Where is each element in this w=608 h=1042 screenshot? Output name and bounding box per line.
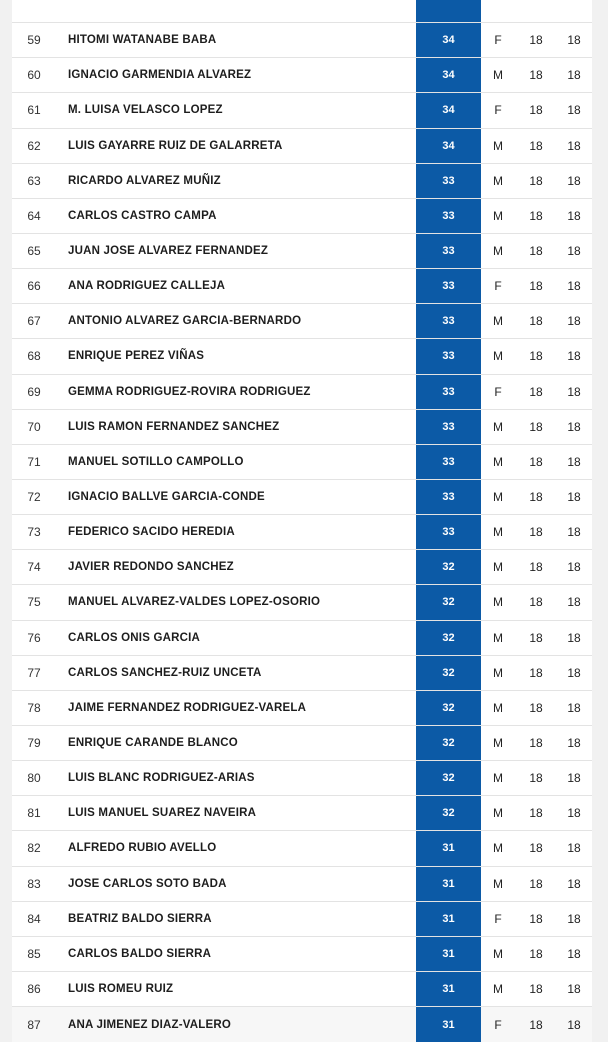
gender-cell: M: [493, 595, 503, 610]
table-row[interactable]: [12, 937, 592, 972]
gender-cell: M: [493, 700, 503, 715]
handicap-cell: 18: [529, 876, 543, 891]
score-cell: 32: [416, 621, 481, 655]
rounds-cell: 18: [567, 595, 581, 610]
rounds-cell: 18: [567, 771, 581, 786]
handicap-cell: 18: [529, 490, 543, 505]
gender-cell: M: [493, 630, 503, 645]
score-cell: 32: [416, 550, 481, 584]
rounds-cell: 18: [567, 314, 581, 329]
table-row[interactable]: [12, 550, 592, 585]
gender-cell: F: [494, 1017, 502, 1032]
handicap-cell: 18: [529, 771, 543, 786]
table-row[interactable]: [12, 375, 592, 410]
handicap-cell: 18: [529, 1017, 543, 1032]
gender-cell: F: [494, 103, 502, 118]
position-cell: 64: [27, 208, 41, 223]
handicap-cell: 18: [529, 33, 543, 48]
table-row[interactable]: [12, 691, 592, 726]
score-cell: 31: [416, 1007, 481, 1042]
handicap-cell: 18: [529, 841, 543, 856]
rounds-cell: 18: [567, 490, 581, 505]
rounds-cell: 18: [567, 560, 581, 575]
table-row[interactable]: [12, 410, 592, 445]
gender-cell: M: [493, 771, 503, 786]
player-name-cell: IGNACIO GARMENDIA ALVAREZ: [68, 69, 252, 82]
table-row[interactable]: [12, 585, 592, 620]
rounds-cell: 18: [567, 279, 581, 294]
handicap-cell: 18: [529, 595, 543, 610]
player-name-cell: GEMMA RODRIGUEZ-ROVIRA RODRIGUEZ: [68, 385, 311, 398]
rounds-cell: 18: [567, 630, 581, 645]
position-cell: 61: [27, 103, 41, 118]
gender-cell: M: [493, 454, 503, 469]
rounds-cell: 18: [567, 946, 581, 961]
handicap-cell: 18: [529, 244, 543, 259]
position-cell: 65: [27, 244, 41, 259]
player-name-cell: LUIS BLANC RODRIGUEZ-ARIAS: [68, 772, 255, 785]
score-cell: 32: [416, 585, 481, 619]
rounds-cell: 18: [567, 68, 581, 83]
handicap-cell: 18: [529, 911, 543, 926]
score-cell: [416, 0, 481, 22]
table-row[interactable]: [12, 902, 592, 937]
handicap-cell: 18: [529, 419, 543, 434]
score-cell: 32: [416, 691, 481, 725]
gender-cell: M: [493, 244, 503, 259]
gender-cell: M: [493, 314, 503, 329]
position-cell: 62: [27, 138, 41, 153]
position-cell: 71: [27, 454, 41, 469]
score-cell: 33: [416, 304, 481, 338]
player-name-cell: MANUEL ALVAREZ-VALDES LOPEZ-OSORIO: [68, 596, 321, 609]
player-name-cell: ALFREDO RUBIO AVELLO: [68, 842, 217, 855]
score-cell: 33: [416, 199, 481, 233]
handicap-cell: 18: [529, 173, 543, 188]
player-name-cell: JAVIER REDONDO SANCHEZ: [68, 561, 234, 574]
player-name-cell: BEATRIZ BALDO SIERRA: [68, 912, 212, 925]
rounds-cell: 18: [567, 208, 581, 223]
player-name-cell: LUIS RAMON FERNANDEZ SANCHEZ: [68, 420, 280, 433]
score-cell: 32: [416, 761, 481, 795]
score-cell: 33: [416, 164, 481, 198]
position-cell: 85: [27, 946, 41, 961]
position-cell: 78: [27, 700, 41, 715]
gender-cell: M: [493, 68, 503, 83]
handicap-cell: 18: [529, 138, 543, 153]
position-cell: 80: [27, 771, 41, 786]
player-name-cell: ENRIQUE CARANDE BLANCO: [68, 737, 238, 750]
gender-cell: M: [493, 876, 503, 891]
player-name-cell: FEDERICO SACIDO HEREDIA: [68, 526, 235, 539]
position-cell: 69: [27, 384, 41, 399]
table-row[interactable]: [12, 269, 592, 304]
rounds-cell: 18: [567, 349, 581, 364]
handicap-cell: 18: [529, 630, 543, 645]
score-cell: 32: [416, 796, 481, 830]
score-cell: 33: [416, 445, 481, 479]
score-cell: 33: [416, 515, 481, 549]
score-cell: 31: [416, 937, 481, 971]
table-row[interactable]: [12, 58, 592, 93]
rounds-cell: 18: [567, 911, 581, 926]
handicap-cell: 18: [529, 103, 543, 118]
position-cell: 59: [27, 33, 41, 48]
player-name-cell: CARLOS ONIS GARCIA: [68, 631, 201, 644]
player-name-cell: ANA JIMENEZ DIAZ-VALERO: [68, 1018, 232, 1031]
position-cell: 60: [27, 68, 41, 83]
table-row[interactable]: [12, 199, 592, 234]
player-name-cell: M. LUISA VELASCO LOPEZ: [68, 104, 223, 117]
handicap-cell: 18: [529, 665, 543, 680]
handicap-cell: 18: [529, 68, 543, 83]
rounds-cell: 18: [567, 700, 581, 715]
handicap-cell: 18: [529, 736, 543, 751]
player-name-cell: ENRIQUE PEREZ VIÑAS: [68, 350, 205, 363]
table-row[interactable]: [12, 796, 592, 831]
handicap-cell: 18: [529, 525, 543, 540]
player-name-cell: JOSE CARLOS SOTO BADA: [68, 877, 227, 890]
gender-cell: M: [493, 806, 503, 821]
rounds-cell: 18: [567, 454, 581, 469]
player-name-cell: LUIS MANUEL SUAREZ NAVEIRA: [68, 807, 257, 820]
handicap-cell: 18: [529, 208, 543, 223]
position-cell: 75: [27, 595, 41, 610]
position-cell: 63: [27, 173, 41, 188]
rounds-cell: 18: [567, 173, 581, 188]
gender-cell: F: [494, 384, 502, 399]
score-cell: 34: [416, 129, 481, 163]
rounds-cell: 18: [567, 138, 581, 153]
score-cell: 34: [416, 23, 481, 57]
player-name-cell: LUIS GAYARRE RUIZ DE GALARRETA: [68, 139, 283, 152]
player-name-cell: CARLOS BALDO SIERRA: [68, 947, 212, 960]
handicap-cell: 18: [529, 946, 543, 961]
score-cell: 31: [416, 972, 481, 1006]
table-row[interactable]: [12, 304, 592, 339]
gender-cell: M: [493, 560, 503, 575]
position-cell: 70: [27, 419, 41, 434]
gender-cell: M: [493, 525, 503, 540]
rounds-cell: 18: [567, 419, 581, 434]
gender-cell: M: [493, 208, 503, 223]
table-row[interactable]: [12, 445, 592, 480]
table-row[interactable]: [12, 1007, 592, 1042]
handicap-cell: 18: [529, 560, 543, 575]
score-cell: 33: [416, 269, 481, 303]
table-row[interactable]: [12, 234, 592, 269]
handicap-cell: 18: [529, 806, 543, 821]
table-row[interactable]: [12, 761, 592, 796]
rounds-cell: 18: [567, 33, 581, 48]
rounds-cell: 18: [567, 736, 581, 751]
handicap-cell: 18: [529, 279, 543, 294]
score-cell: 31: [416, 902, 481, 936]
score-cell: 33: [416, 480, 481, 514]
position-cell: 84: [27, 911, 41, 926]
handicap-cell: 18: [529, 982, 543, 996]
rounds-cell: 18: [567, 982, 581, 996]
position-cell: 83: [27, 876, 41, 891]
rounds-cell: 18: [567, 103, 581, 118]
position-cell: 72: [27, 490, 41, 505]
gender-cell: M: [493, 665, 503, 680]
position-cell: 79: [27, 736, 41, 751]
gender-cell: F: [494, 911, 502, 926]
handicap-cell: 18: [529, 454, 543, 469]
position-cell: 87: [27, 1017, 41, 1032]
table-row[interactable]: [12, 831, 592, 866]
table-row[interactable]: [12, 972, 592, 1007]
position-cell: 82: [27, 841, 41, 856]
score-cell: 31: [416, 867, 481, 901]
score-cell: 33: [416, 375, 481, 409]
score-cell: 34: [416, 58, 481, 92]
ranking-table: [12, 0, 592, 1042]
score-cell: 32: [416, 726, 481, 760]
table-row[interactable]: [12, 480, 592, 515]
player-name-cell: HITOMI WATANABE BABA: [68, 34, 217, 47]
table-row[interactable]: [12, 515, 592, 550]
score-cell: 33: [416, 339, 481, 373]
position-cell: 67: [27, 314, 41, 329]
position-cell: 68: [27, 349, 41, 364]
table-row[interactable]: [12, 23, 592, 58]
table-row[interactable]: [12, 621, 592, 656]
player-name-cell: JUAN JOSE ALVAREZ FERNANDEZ: [68, 245, 269, 258]
player-name-cell: JAIME FERNANDEZ RODRIGUEZ-VARELA: [68, 701, 307, 714]
player-name-cell: CARLOS SANCHEZ-RUIZ UNCETA: [68, 666, 262, 679]
gender-cell: M: [493, 982, 503, 996]
gender-cell: M: [493, 349, 503, 364]
handicap-cell: 18: [529, 349, 543, 364]
position-cell: 76: [27, 630, 41, 645]
rounds-cell: 18: [567, 525, 581, 540]
position-cell: 86: [27, 982, 41, 996]
table-row[interactable]: [12, 164, 592, 199]
position-cell: 81: [27, 806, 41, 821]
score-cell: 34: [416, 93, 481, 127]
player-name-cell: IGNACIO BALLVE GARCIA-CONDE: [68, 491, 265, 504]
score-cell: 31: [416, 831, 481, 865]
gender-cell: M: [493, 138, 503, 153]
table-row[interactable]: [12, 129, 592, 164]
table-row[interactable]: [12, 0, 592, 23]
position-cell: 73: [27, 525, 41, 540]
table-row[interactable]: [12, 93, 592, 128]
table-row[interactable]: [12, 726, 592, 761]
handicap-cell: 18: [529, 314, 543, 329]
table-row[interactable]: [12, 656, 592, 691]
table-row[interactable]: [12, 339, 592, 374]
player-name-cell: LUIS ROMEU RUIZ: [68, 983, 174, 995]
gender-cell: M: [493, 736, 503, 751]
player-name-cell: RICARDO ALVAREZ MUÑIZ: [68, 174, 221, 187]
score-cell: 33: [416, 234, 481, 268]
gender-cell: M: [493, 490, 503, 505]
handicap-cell: 18: [529, 700, 543, 715]
score-cell: 33: [416, 410, 481, 444]
gender-cell: M: [493, 946, 503, 961]
player-name-cell: ANTONIO ALVAREZ GARCIA-BERNARDO: [68, 315, 302, 328]
score-cell: 32: [416, 656, 481, 690]
rounds-cell: 18: [567, 244, 581, 259]
rounds-cell: 18: [567, 384, 581, 399]
rounds-cell: 18: [567, 806, 581, 821]
gender-cell: M: [493, 173, 503, 188]
table-row[interactable]: [12, 867, 592, 902]
rounds-cell: 18: [567, 1017, 581, 1032]
position-cell: 66: [27, 279, 41, 294]
player-name-cell: CARLOS CASTRO CAMPA: [68, 209, 217, 222]
rounds-cell: 18: [567, 841, 581, 856]
rounds-cell: 18: [567, 876, 581, 891]
rounds-cell: 18: [567, 665, 581, 680]
player-name-cell: ANA RODRIGUEZ CALLEJA: [68, 280, 226, 293]
handicap-cell: 18: [529, 384, 543, 399]
gender-cell: M: [493, 419, 503, 434]
position-cell: 74: [27, 560, 41, 575]
gender-cell: M: [493, 841, 503, 856]
gender-cell: F: [494, 33, 502, 48]
player-name-cell: MANUEL SOTILLO CAMPOLLO: [68, 455, 244, 468]
gender-cell: F: [494, 279, 502, 294]
position-cell: 77: [27, 665, 41, 680]
